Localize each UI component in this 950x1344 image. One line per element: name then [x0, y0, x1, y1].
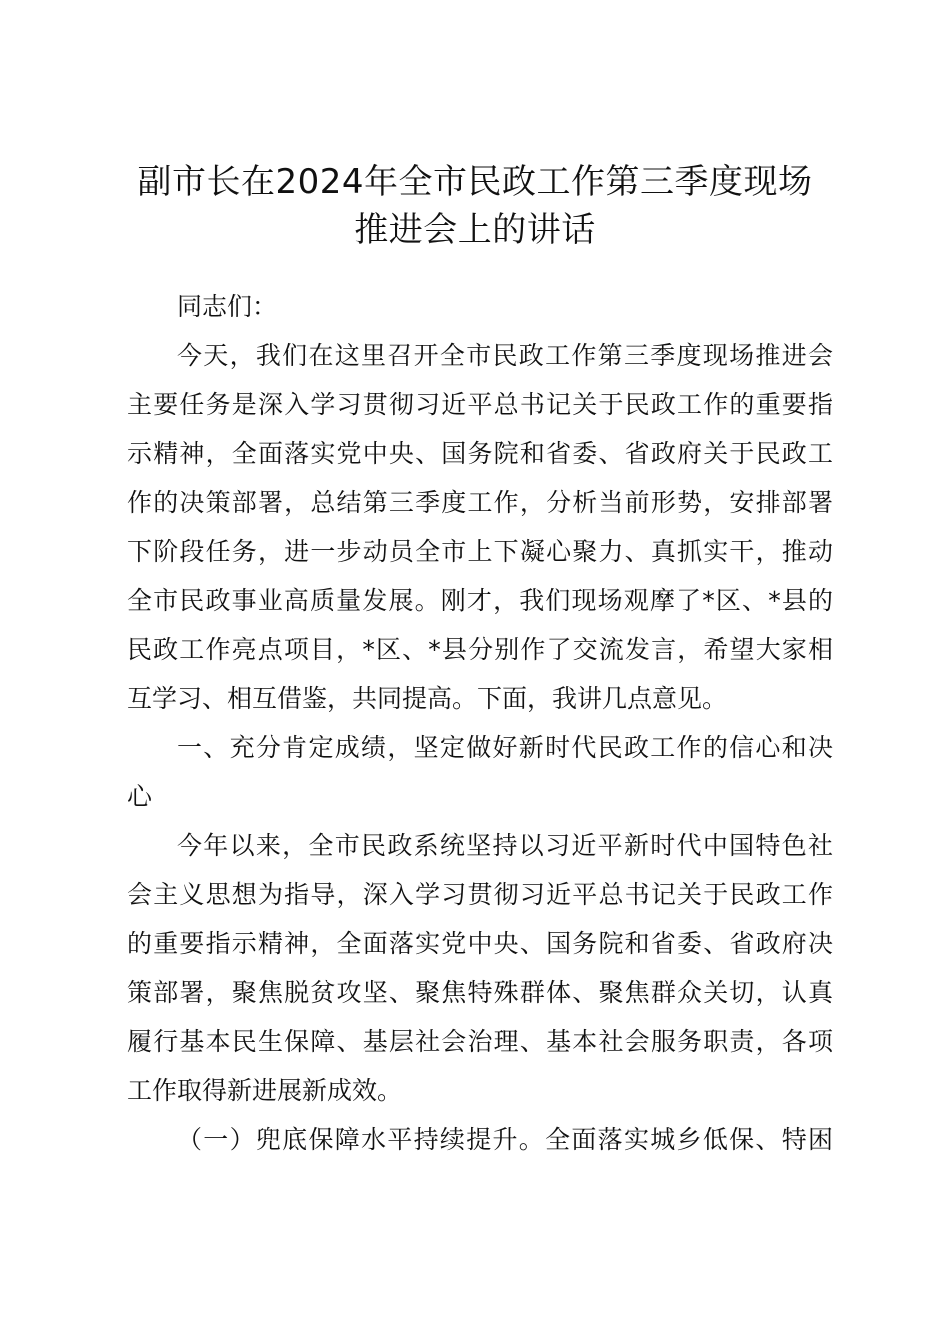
document-body [127, 282, 833, 1164]
text-line: 今天，我们在这里召开全市民政工作第三季度现场推进会 [177, 341, 833, 370]
text-line: 会主义思想为指导，深入学习贯彻习近平总书记关于民政工作 [127, 880, 833, 909]
text-line: 同志们： [177, 292, 278, 321]
text-line: 全市民政事业高质量发展。刚才，我们现场观摩了*区、*县的 [127, 586, 833, 615]
text-line: （一）兜底保障水平持续提升。全面落实城乡低保、特困 [177, 1125, 833, 1154]
text-line: 工作取得新进展新成效。 [127, 1076, 403, 1105]
text-line: 互学习、相互借鉴，共同提高。下面，我讲几点意见。 [127, 684, 728, 713]
text-line: 民政工作亮点项目，*区、*县分别作了交流发言，希望大家相 [127, 635, 833, 664]
text-line: 下阶段任务，进一步动员全市上下凝心聚力、真抓实干，推动 [127, 537, 833, 566]
title-line-2: 推进会上的讲话 [354, 210, 596, 250]
text-line: 作的决策部署，总结第三季度工作，分析当前形势，安排部署 [127, 488, 833, 517]
text-line: 履行基本民生保障、基层社会治理、基本社会服务职责，各项 [127, 1027, 833, 1056]
title-line-1: 副市长在2024年全市民政工作第三季度现场 [137, 162, 813, 202]
text-line: 今年以来，全市民政系统坚持以习近平新时代中国特色社 [177, 831, 833, 860]
text-line: 主要任务是深入学习贯彻习近平总书记关于民政工作的重要指 [127, 390, 833, 419]
text-line: 示精神，全面落实党中央、国务院和省委、省政府关于民政工 [127, 439, 833, 468]
text-line: 的重要指示精神，全面落实党中央、国务院和省委、省政府决 [127, 929, 833, 958]
text-line: 策部署，聚焦脱贫攻坚、聚焦特殊群体、聚焦群众关切，认真 [127, 978, 833, 1007]
text-line: 一、充分肯定成绩，坚定做好新时代民政工作的信心和决 [177, 733, 833, 762]
text-line: 心 [127, 782, 153, 811]
document-title [110, 158, 840, 254]
